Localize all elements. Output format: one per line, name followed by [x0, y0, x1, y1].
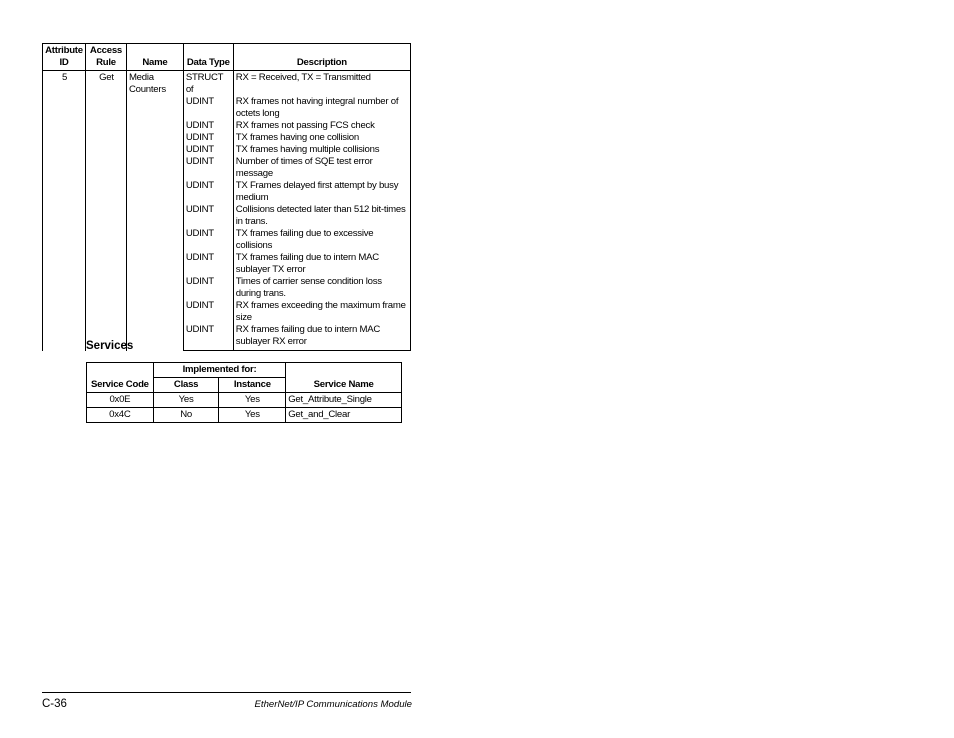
description-cell: RX frames failing due to intern MAC sublayer RX error	[233, 324, 410, 351]
header-service-code: Service Code	[87, 363, 154, 393]
attribute-table	[42, 43, 411, 351]
description-cell: TX Frames delayed first attempt by busy medium	[233, 180, 410, 204]
header-service-name: Service Name	[286, 363, 402, 393]
data-type-cell: STRUCT of	[183, 71, 233, 97]
data-type-cell: UDINT	[183, 180, 233, 204]
data-type-cell: UDINT	[183, 228, 233, 252]
header-attribute-id: Attribute ID	[43, 44, 86, 71]
attribute-id-cell: 5	[43, 71, 86, 351]
services-header-row	[87, 363, 402, 378]
header-access-rule: Access Rule	[85, 44, 126, 71]
instance-cell: Yes	[219, 393, 286, 408]
data-type-cell: UDINT	[183, 252, 233, 276]
services-heading: Services	[86, 340, 134, 352]
data-type-cell: UDINT	[183, 96, 233, 120]
services-table	[86, 362, 402, 423]
description-cell: RX frames not passing FCS check	[233, 120, 410, 132]
description-cell: Number of times of SQE test error message	[233, 156, 410, 180]
service-code-cell: 0x0E	[87, 393, 154, 408]
table-row	[87, 393, 402, 408]
access-rule-cell: Get	[85, 71, 126, 351]
data-type-cell: UDINT	[183, 156, 233, 180]
header-description: Description	[233, 44, 410, 71]
header-name: Name	[126, 44, 183, 71]
service-name-cell: Get_Attribute_Single	[286, 393, 402, 408]
description-cell: RX frames not having integral number of octets long	[233, 96, 410, 120]
description-cell: TX frames having multiple collisions	[233, 144, 410, 156]
data-type-cell: UDINT	[183, 204, 233, 228]
data-type-cell: UDINT	[183, 300, 233, 324]
page-number: C-36	[42, 698, 67, 710]
description-cell: Collisions detected later than 512 bit-times in trans.	[233, 204, 410, 228]
class-cell: Yes	[153, 393, 219, 408]
document-title: EtherNet/IP Communications Module	[254, 699, 412, 710]
data-type-cell: UDINT	[183, 120, 233, 132]
service-name-cell: Get_and_Clear	[286, 408, 402, 423]
data-type-cell: UDINT	[183, 324, 233, 351]
data-type-cell: UDINT	[183, 276, 233, 300]
description-cell: RX = Received, TX = Transmitted	[233, 71, 410, 97]
attribute-table-header	[43, 44, 411, 71]
header-class: Class	[153, 378, 219, 393]
description-cell: Times of carrier sense condition loss during trans.	[233, 276, 410, 300]
description-cell: TX frames failing due to intern MAC sublayer TX error	[233, 252, 410, 276]
class-cell: No	[153, 408, 219, 423]
description-cell: RX frames exceeding the maximum frame size	[233, 300, 410, 324]
header-data-type: Data Type	[183, 44, 233, 71]
data-type-cell: UDINT	[183, 144, 233, 156]
instance-cell: Yes	[219, 408, 286, 423]
table-row	[43, 71, 411, 97]
header-instance: Instance	[219, 378, 286, 393]
name-cell: Media Counters	[126, 71, 183, 351]
data-type-cell: UDINT	[183, 132, 233, 144]
description-cell: TX frames having one collision	[233, 132, 410, 144]
description-cell: TX frames failing due to excessive collisions	[233, 228, 410, 252]
table-row	[87, 408, 402, 423]
service-code-cell: 0x4C	[87, 408, 154, 423]
footer-divider	[42, 692, 411, 693]
header-implemented-for: Implemented for:	[153, 363, 285, 378]
